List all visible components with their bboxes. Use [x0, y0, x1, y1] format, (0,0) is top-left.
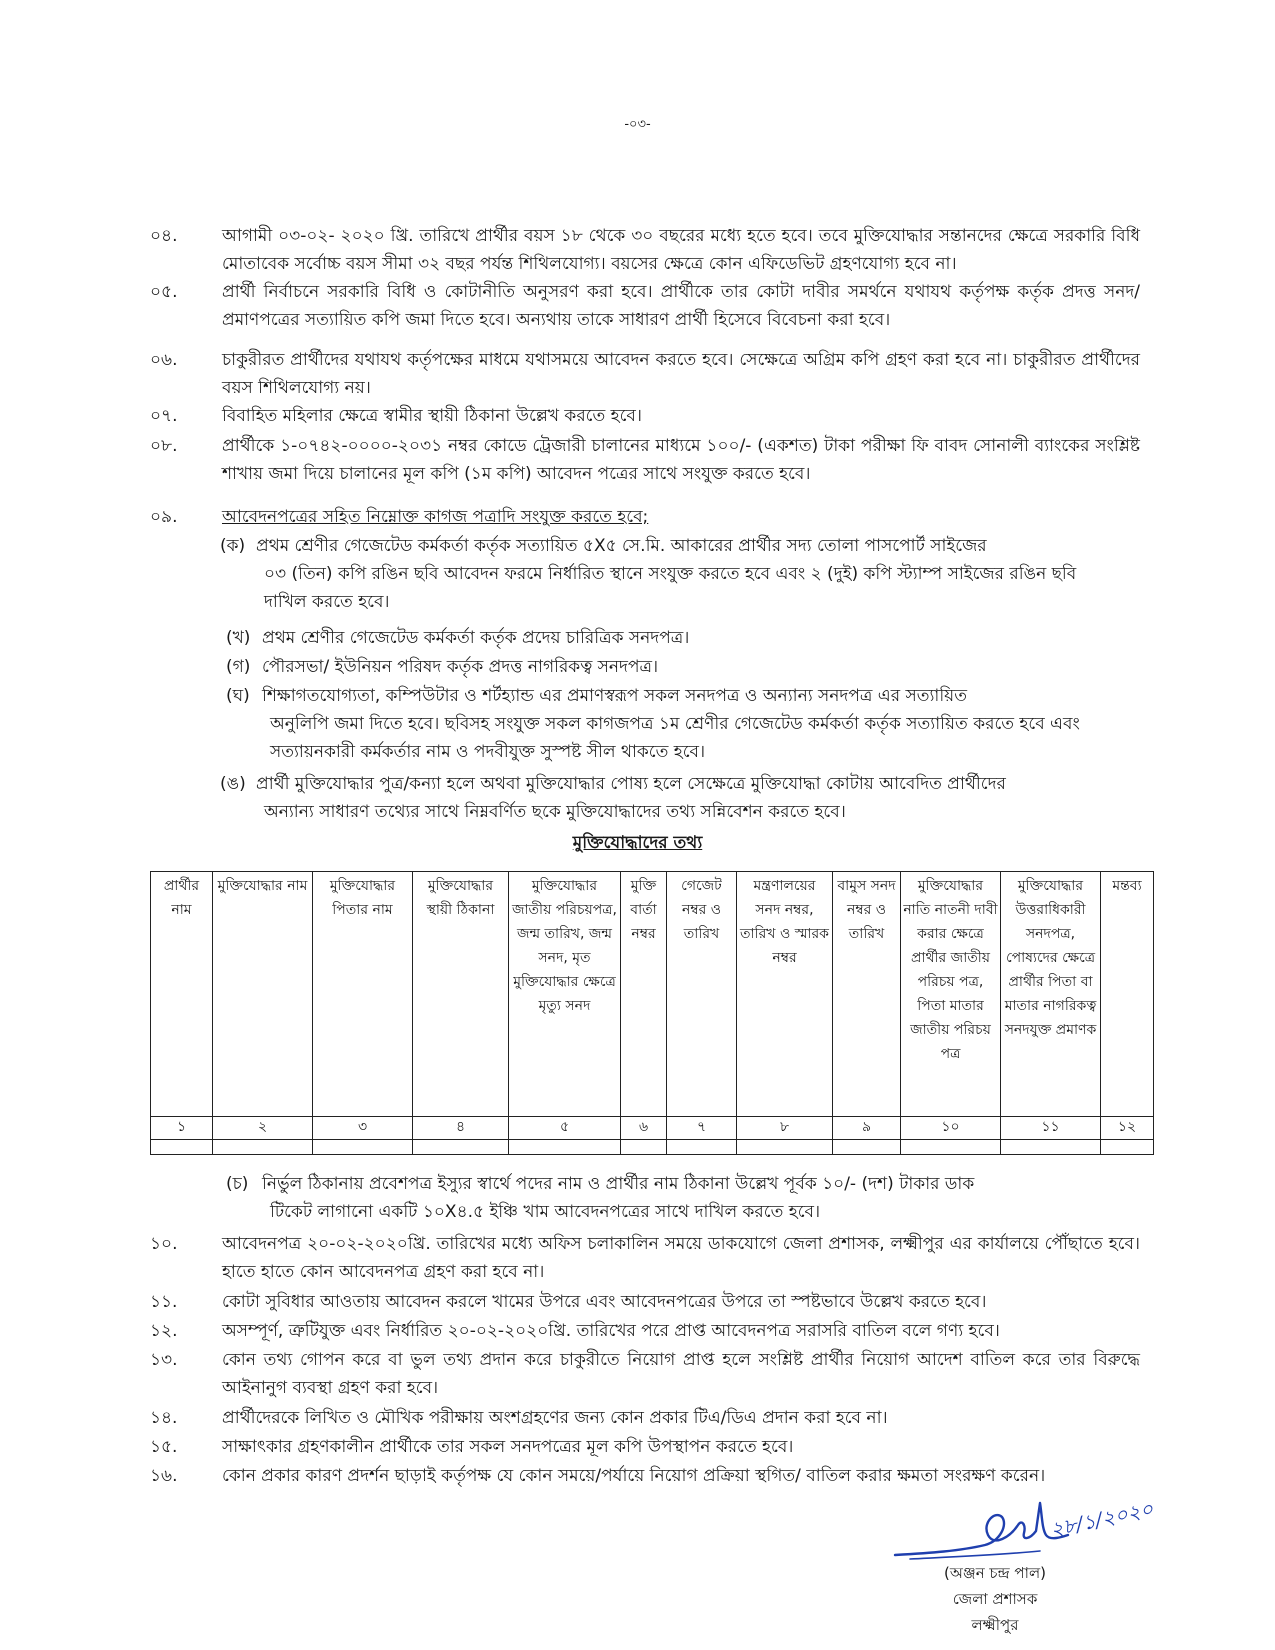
- table-column-number: ১: [151, 1117, 213, 1140]
- table-column-number: ১১: [1001, 1117, 1101, 1140]
- sub-item-label: (ঘ): [226, 686, 250, 706]
- table-empty-cell: [151, 1140, 213, 1155]
- clause-number: ০৮.: [150, 436, 178, 456]
- table-header-cell: মন্তব্য: [1101, 872, 1154, 1117]
- sub-item-kha: [226, 624, 1106, 652]
- table-empty-cell: [1001, 1140, 1101, 1155]
- table-empty-cell: [667, 1140, 737, 1155]
- sub-item-uma: [220, 770, 1100, 826]
- clause-05: [150, 278, 1140, 334]
- table-title: মুক্তিযোদ্ধাদের তথ্য: [572, 833, 703, 853]
- signatory-designation: জেলা প্রশাসক: [952, 1590, 1038, 1608]
- table-header-cell: মুক্তিযোদ্ধার পিতার নাম: [313, 872, 413, 1117]
- signature-date: ২৮/১/২০২০: [1048, 1496, 1156, 1542]
- signature-block: [920, 1560, 1070, 1638]
- table-empty-cell: [737, 1140, 833, 1155]
- table-column-number: ৭: [667, 1117, 737, 1140]
- sub-item-cha: [226, 1170, 1106, 1226]
- table-empty-cell: [901, 1140, 1001, 1155]
- clause-text: আগামী ০৩-০২- ২০২০ খ্রি. তারিখে প্রার্থীর বয়স ১৮ থেকে ৩০ বছরের মধ্যে হতে হবে। তবে মুক্তিযোদ্ধার সন্তানদের ক্ষেত্রে সরকারি বিধি মোতাবেক সর্বোচ্চ বয়স সীমা ৩২ বছর পর্যন্ত শিথিলযোগ্য। বয়সের ক্ষেত্রে কোন এফিডেভিট গ্রহণযোগ্য হবে না।: [222, 226, 1140, 274]
- clause-heading: আবেদনপত্রের সহিত নিম্নোক্ত কাগজ পত্রাদি সংযুক্ত করতে হবে;: [222, 507, 649, 527]
- table-column-number: ৩: [313, 1117, 413, 1140]
- freedom-fighter-info-table: [150, 871, 1154, 1155]
- clause-10: [150, 1230, 1140, 1286]
- clause-text: চাকুরীরত প্রার্থীদের যথাযথ কর্তৃপক্ষের মাধমে যথাসময়ে আবেদন করতে হবে। সেক্ষেত্রে অগ্রিম কপি গ্রহণ করা হবে না। চাকুরীরত প্রার্থীদের বয়স শিথিলযোগ্য নয়।: [222, 350, 1140, 398]
- table-header-cell: মন্ত্রণালয়ের সনদ নম্বর, তারিখ ও স্মারক নম্বর: [737, 872, 833, 1117]
- clause-number: ০৯.: [150, 507, 178, 527]
- table-empty-cell: [833, 1140, 901, 1155]
- table-header-row: [151, 872, 1154, 1117]
- table-column-number: ৬: [621, 1117, 667, 1140]
- clause-number: ১৬.: [150, 1466, 178, 1486]
- table-empty-cell: [509, 1140, 621, 1155]
- sub-item-label: (চ): [226, 1174, 249, 1194]
- table-header-cell: গেজেট নম্বর ও তারিখ: [667, 872, 737, 1117]
- sub-item-first-line: প্রার্থী মুক্তিযোদ্ধার পুত্র/কন্যা হলে অথবা মুক্তিযোদ্ধার পোষ্য হলে সেক্ষেত্রে মুক্তিযোদ্ধা কোটায় আবেদিত প্রার্থীদের: [256, 774, 1006, 794]
- clause-13: [150, 1346, 1140, 1402]
- clause-14: [150, 1404, 1140, 1432]
- table-column-number: ৫: [509, 1117, 621, 1140]
- table-empty-cell: [313, 1140, 413, 1155]
- clause-number: ১৩.: [150, 1350, 178, 1370]
- sub-item-ga: [226, 653, 1106, 681]
- sub-item-continuation: অনুলিপি জমা দিতে হবে। ছবিসহ সংযুক্ত সকল কাগজপত্র ১ম শ্রেণীর গেজেটেড কর্মকর্তা কর্তৃক সত্যায়িত করতে হবে এবং সত্যায়নকারী কর্মকর্তার নাম ও পদবীযুক্ত সুস্পষ্ট সীল থাকতে হবে।: [270, 714, 1080, 762]
- clause-06: [150, 346, 1140, 402]
- sub-item-label: (ক): [220, 536, 246, 556]
- table-header-cell: মুক্তিযোদ্ধার নাম: [213, 872, 313, 1117]
- clause-text: বিবাহিত মহিলার ক্ষেত্রে স্বামীর স্থায়ী ঠিকানা উল্লেখ করতে হবে।: [222, 406, 642, 426]
- table-column-number: ২: [213, 1117, 313, 1140]
- sub-item-gha: [226, 682, 1106, 766]
- table-column-number: ১২: [1101, 1117, 1154, 1140]
- clause-number: ০৫.: [150, 282, 178, 302]
- sub-item-first-line: নির্ভুল ঠিকানায় প্রবেশপত্র ইস্যুর স্বার্থে পদের নাম ও প্রার্থীর নাম ঠিকানা উল্লেখ পূর্বক ১০/- (দশ) টাকার ডাক: [262, 1174, 975, 1194]
- sub-item-text: [256, 532, 1100, 616]
- clause-04: [150, 222, 1140, 278]
- table-header-cell: মুক্তি বার্তা নম্বর: [621, 872, 667, 1117]
- clause-08: [150, 432, 1140, 488]
- clause-number: ১৫.: [150, 1437, 178, 1457]
- sub-item-continuation: ০৩ (তিন) কপি রঙিন ছবি আবেদন ফরমে নির্ধারিত স্থানে সংযুক্ত করতে হবে এবং ২ (দুই) কপি স্ট্যাম্প সাইজের রঙিন ছবি দাখিল করতে হবে।: [264, 564, 1077, 612]
- table-empty-cell: [621, 1140, 667, 1155]
- sub-item-first-line: শিক্ষাগতযোগ্যতা, কম্পিউটার ও শর্টহ্যান্ড এর প্রমাণস্বরূপ সকল সনদপত্র ও অন্যান্য সনদপত্র এর সত্যায়িত: [262, 686, 967, 706]
- sub-item-label: (গ): [226, 657, 251, 677]
- sub-item-continuation: টিকেট লাগানো একটি ১০X৪.৫ ইঞ্চি খাম আবেদনপত্রের সাথে দাখিল করতে হবে।: [270, 1202, 821, 1222]
- sub-item-continuation: অন্যান্য সাধারণ তথ্যের সাথে নিম্নবর্ণিত ছকে মুক্তিযোদ্ধাদের তথ্য সন্নিবেশন করতে হবে।: [264, 802, 846, 822]
- sub-item-label: (ঙ): [220, 774, 246, 794]
- clause-number: ০৪.: [150, 226, 178, 246]
- sub-item-text: [256, 770, 1100, 826]
- clause-16: [150, 1462, 1140, 1490]
- clause-text: কোন তথ্য গোপন করে বা ভুল তথ্য প্রদান করে চাকুরীতে নিয়োগ প্রাপ্ত হলে সংশ্লিষ্ট প্রার্থীর নিয়োগ আদেশ বাতিল করে তার বিরুদ্ধে আইনানুগ ব্যবস্থা গ্রহণ করা হবে।: [222, 1350, 1140, 1398]
- clause-text: কোটা সুবিধার আওতায় আবেদন করলে খামের উপরে এবং আবেদনপত্রের উপরে তা স্পষ্টভাবে উল্লেখ করতে হবে।: [222, 1292, 987, 1312]
- table-header-cell: প্রার্থীর নাম: [151, 872, 213, 1117]
- sub-item-label: (খ): [226, 628, 251, 648]
- page-number: -০৩-: [624, 117, 651, 132]
- clause-text: প্রার্থী নির্বাচনে সরকারি বিধি ও কোটানীতি অনুসরণ করা হবে। প্রার্থীকে তার কোটা দাবীর সমর্থনে যথাযথ কর্তৃপক্ষ কর্তৃক প্রদত্ত সনদ/প্রমাণপত্রের সত্যায়িত কপি জমা দিতে হবে। অন্যথায় তাকে সাধারণ প্রার্থী হিসেবে বিবেচনা করা হবে।: [222, 282, 1140, 330]
- sub-item-text: পৌরসভা/ ইউনিয়ন পরিষদ কর্তৃক প্রদত্ত নাগরিকত্ব সনদপত্র।: [262, 657, 659, 677]
- table-column-number: ৯: [833, 1117, 901, 1140]
- clause-text: আবেদনপত্র ২০-০২-২০২০খ্রি. তারিখের মধ্যে অফিস চলাকালিন সময়ে ডাকযোগে জেলা প্রশাসক, লক্ষ্মীপুর এর কার্যালয়ে পৌঁছাতে হবে। হাতে হাতে কোন আবেদনপত্র গ্রহণ করা হবে না।: [222, 1234, 1140, 1282]
- signatory-district: লক্ষ্মীপুর: [971, 1616, 1019, 1634]
- clause-12: [150, 1317, 1140, 1345]
- table-empty-cell: [413, 1140, 509, 1155]
- clause-text: কোন প্রকার কারণ প্রদর্শন ছাড়াই কর্তৃপক্ষ যে কোন সময়ে/পর্যায়ে নিয়োগ প্রক্রিয়া স্থগিত/ বাতিল করার ক্ষমতা সংরক্ষণ করেন।: [222, 1466, 1046, 1486]
- clause-number: ১০.: [150, 1234, 178, 1254]
- table-header-cell: মুক্তিযোদ্ধার জাতীয় পরিচয়পত্র, জন্ম তারিখ, জন্ম সনদ, মৃত মুক্তিযোদ্ধার ক্ষেত্রে মৃত্যু সনদ: [509, 872, 621, 1117]
- clause-11: [150, 1288, 1140, 1316]
- table-header-cell: মুক্তিযোদ্ধার স্থায়ী ঠিকানা: [413, 872, 509, 1117]
- table-empty-cell: [213, 1140, 313, 1155]
- table-empty-row: [151, 1140, 1154, 1155]
- clause-07: [150, 402, 1140, 430]
- clause-number: ০৬.: [150, 350, 178, 370]
- clause-text: অসম্পূর্ণ, ত্রুটিযুক্ত এবং নির্ধারিত ২০-০২-২০২০খ্রি. তারিখের পরে প্রাপ্ত আবেদনপত্র সরাসরি বাতিল বলে গণ্য হবে।: [222, 1321, 1000, 1341]
- clause-09: [150, 503, 1140, 531]
- table-header-cell: বামুস সনদ নম্বর ও তারিখ: [833, 872, 901, 1117]
- sub-item-text: প্রথম শ্রেণীর গেজেটেড কর্মকর্তা কর্তৃক প্রদেয় চারিত্রিক সনদপত্র।: [262, 628, 690, 648]
- clause-text: সাক্ষাৎকার গ্রহণকালীন প্রার্থীকে তার সকল সনদপত্রের মূল কপি উপস্থাপন করতে হবে।: [222, 1437, 794, 1457]
- clause-number: ১১.: [150, 1292, 178, 1312]
- sub-item-first-line: প্রথম শ্রেণীর গেজেটেড কর্মকর্তা কর্তৃক সত্যায়িত ৫X৫ সে.মি. আকারের প্রার্থীর সদ্য তোলা পাসপোর্ট সাইজের: [256, 536, 987, 556]
- signatory-name: (অঞ্জন চন্দ্র পাল): [944, 1564, 1046, 1582]
- clause-number: ১২.: [150, 1321, 178, 1341]
- table-column-number: ৪: [413, 1117, 509, 1140]
- table-header-cell: মুক্তিযোদ্ধার নাতি নাতনী দাবী করার ক্ষেত্রে প্রার্থীর জাতীয় পরিচয় পত্র, পিতা মাতার জাতীয় পরিচয় পত্র: [901, 872, 1001, 1117]
- clause-number: ০৭.: [150, 406, 178, 426]
- sub-item-text: [262, 682, 1106, 766]
- clause-15: [150, 1433, 1140, 1461]
- table-column-number: ১০: [901, 1117, 1001, 1140]
- table-column-number: ৮: [737, 1117, 833, 1140]
- clause-text: প্রার্থীকে ১-০৭৪২-০০০০-২০৩১ নম্বর কোডে ট্রেজারী চালানের মাধ্যমে ১০০/- (একশত) টাকা পরীক্ষা ফি বাবদ সোনালী ব্যাংকের সংশ্লিষ্ট শাখায় জমা দিয়ে চালানের মূল কপি (১ম কপি) আবেদন পত্রের সাথে সংযুক্ত করতে হবে।: [222, 436, 1140, 484]
- table-number-row: [151, 1117, 1154, 1140]
- clause-number: ১৪.: [150, 1408, 178, 1428]
- sub-item-text: [262, 1170, 1106, 1226]
- table-empty-cell: [1101, 1140, 1154, 1155]
- clause-text: প্রার্থীদেরকে লিখিত ও মৌখিক পরীক্ষায় অংশগ্রহণের জন্য কোন প্রকার টিএ/ডিএ প্রদান করা হবে না।: [222, 1408, 888, 1428]
- sub-item-ka: [220, 532, 1100, 616]
- table-header-cell: মুক্তিযোদ্ধার উত্তরাধিকারী সনদপত্র, পোষ্যদের ক্ষেত্রে প্রার্থীর পিতা বা মাতার নাগরিকত্ব সনদযুক্ত প্রমাণক: [1001, 872, 1101, 1117]
